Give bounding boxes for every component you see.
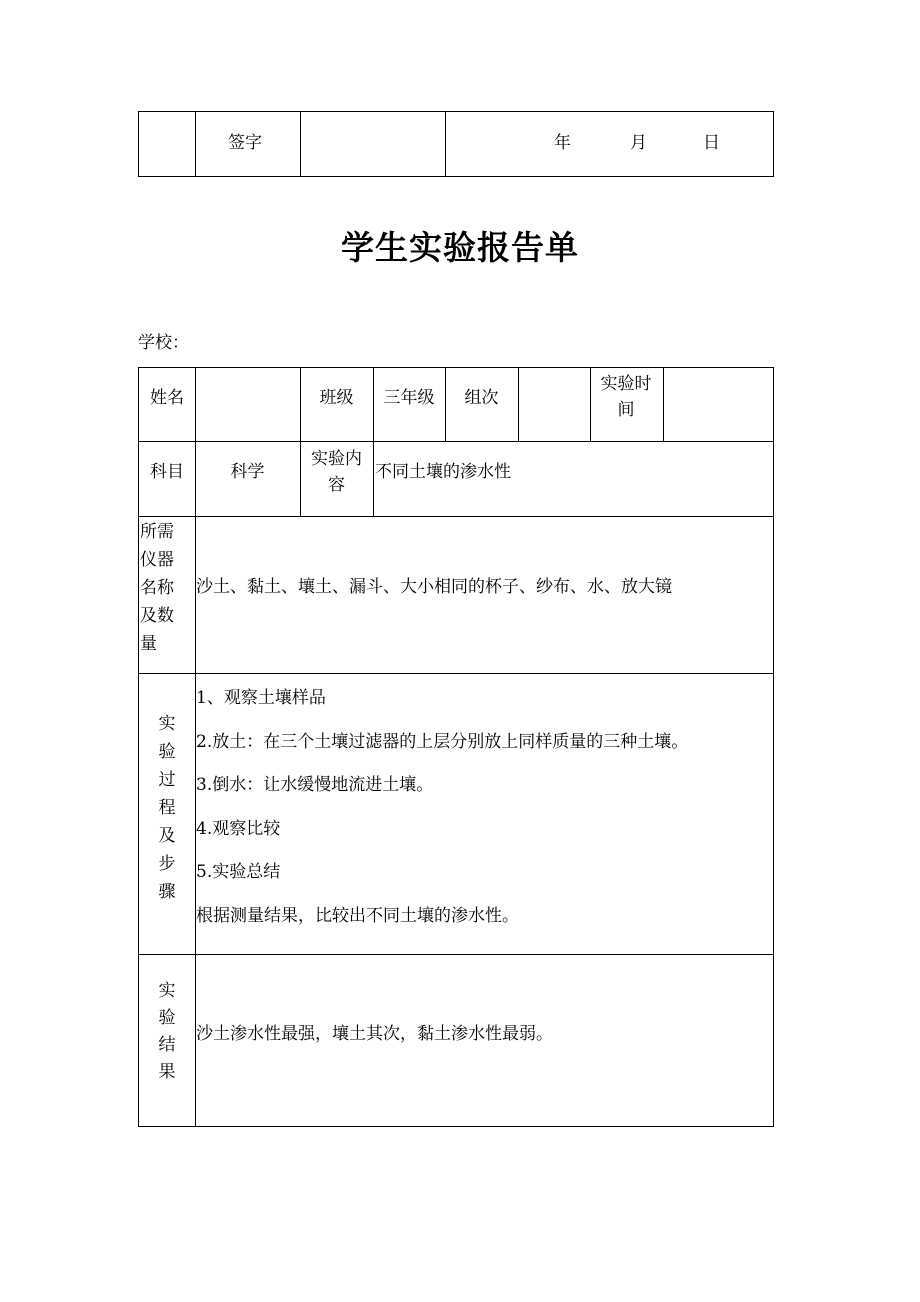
process-step: 3.倒水：让水缓慢地流进土壤。 xyxy=(196,775,434,795)
time-label-line2: 间 xyxy=(617,400,635,420)
row-divider xyxy=(139,673,773,674)
process-step: 1、观察土壤样品 xyxy=(196,688,326,708)
process-label-char: 及 xyxy=(158,826,176,846)
process-step: 2.放土：在三个土壤过滤器的上层分别放上同样质量的三种土壤。 xyxy=(196,731,689,752)
group-label: 组次 xyxy=(464,388,499,408)
process-label-char: 过 xyxy=(158,770,176,790)
class-label: 班级 xyxy=(319,388,354,408)
process-step: 根据测量结果，比较出不同土壤的渗水性。 xyxy=(196,905,519,926)
result-value: 沙土渗水性最强，壤土其次，黏土渗水性最弱。 xyxy=(196,1024,553,1044)
name-field[interactable] xyxy=(196,369,299,439)
date-month-label: 月 xyxy=(630,133,647,153)
result-label-char: 果 xyxy=(158,1062,176,1082)
equipment-label-line: 仪器 xyxy=(140,550,174,570)
col-divider xyxy=(373,441,374,516)
time-label-line1: 实验时 xyxy=(600,374,652,394)
content-label xyxy=(300,446,373,498)
subject-label: 科目 xyxy=(150,462,184,482)
signature-field[interactable] xyxy=(300,112,445,176)
process-label xyxy=(139,710,195,906)
school-label: 学校： xyxy=(138,333,189,353)
result-label-char: 验 xyxy=(158,1008,176,1028)
subject-value: 科学 xyxy=(230,462,265,482)
equipment-label-line: 量 xyxy=(140,634,157,654)
equipment-value: 沙土、黏土、壤土、漏斗、大小相同的杯子、纱布、水、放大镜 xyxy=(196,577,672,597)
content-label-line2: 容 xyxy=(328,475,345,495)
page-title: 学生实验报告单 xyxy=(341,228,579,267)
process-step: 5.实验总结 xyxy=(196,862,281,882)
process-label-char: 实 xyxy=(158,714,176,734)
row-divider xyxy=(139,516,773,517)
result-label-char: 实 xyxy=(158,981,176,1001)
process-label-char: 骤 xyxy=(158,882,176,902)
result-label xyxy=(139,978,195,1086)
row-divider xyxy=(139,954,773,955)
equipment-label-line: 及数 xyxy=(140,606,174,626)
name-label: 姓名 xyxy=(150,388,184,408)
result-label-char: 结 xyxy=(158,1035,176,1055)
process-steps xyxy=(196,686,688,947)
process-label-char: 程 xyxy=(158,798,176,818)
class-value: 三年级 xyxy=(383,388,435,408)
equipment-label-line: 所需 xyxy=(140,522,174,542)
time-field[interactable] xyxy=(663,369,772,439)
time-label xyxy=(590,371,662,423)
content-value: 不同土壤的渗水性 xyxy=(375,462,511,482)
group-field[interactable] xyxy=(519,369,589,439)
row-divider xyxy=(139,441,773,442)
signature-label: 签字 xyxy=(228,133,262,153)
signature-table-divider xyxy=(445,112,446,176)
process-step: 4.观察比较 xyxy=(196,818,281,839)
date-day-label: 日 xyxy=(703,133,720,153)
process-label-char: 验 xyxy=(158,742,176,762)
content-label-line1: 实验内 xyxy=(311,449,362,469)
signature-table-divider xyxy=(195,112,196,176)
equipment-label xyxy=(140,518,174,658)
equipment-label-line: 名称 xyxy=(140,578,174,598)
date-year-label: 年 xyxy=(554,133,571,153)
process-label-char: 步 xyxy=(158,854,176,874)
